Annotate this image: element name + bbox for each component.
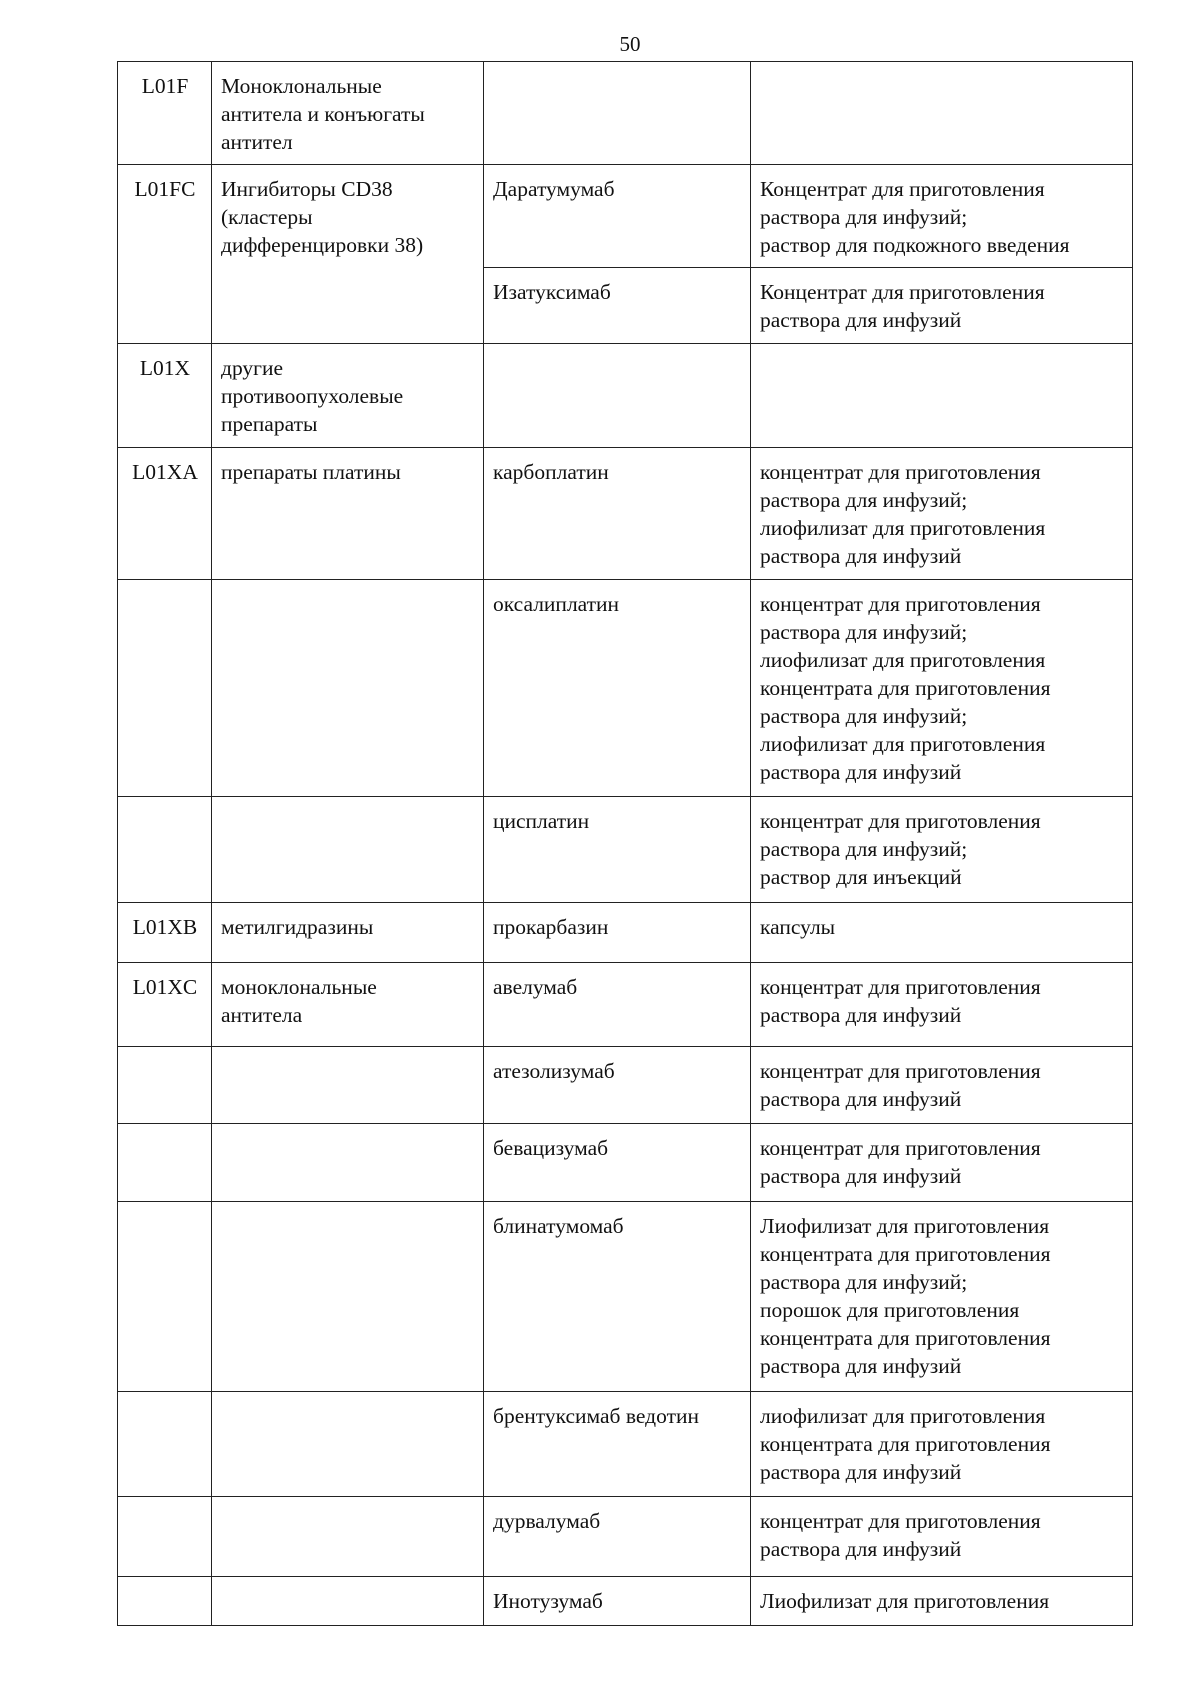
form-cell — [751, 344, 1133, 448]
group-cell: Ингибиторы CD38 (кластеры дифференцировки 38) — [212, 165, 484, 344]
drug-cell — [484, 344, 751, 448]
drug-cell: цисплатин — [484, 797, 751, 903]
group-cell: другие противоопухолевые препараты — [212, 344, 484, 448]
drug-cell: прокарбазин — [484, 903, 751, 963]
form-cell: Концентрат для приготовления раствора для инфузий — [751, 268, 1133, 344]
atc-code-cell: L01FC — [118, 165, 212, 344]
atc-code-cell — [118, 580, 212, 797]
table-row — [118, 165, 1133, 268]
atc-code-cell: L01XB — [118, 903, 212, 963]
atc-code-cell — [118, 1124, 212, 1202]
group-cell — [212, 1202, 484, 1392]
table-row — [118, 580, 1133, 797]
table-row — [118, 1124, 1133, 1202]
drug-cell: оксалиплатин — [484, 580, 751, 797]
group-cell: моноклональные антитела — [212, 963, 484, 1047]
group-cell — [212, 797, 484, 903]
form-cell: концентрат для приготовления раствора для инфузий — [751, 1497, 1133, 1577]
form-cell: Концентрат для приготовления раствора для инфузий; раствор для подкожного введения — [751, 165, 1133, 268]
table-row — [118, 344, 1133, 448]
atc-code-cell — [118, 797, 212, 903]
table-row — [118, 903, 1133, 963]
drug-cell: Изатуксимаб — [484, 268, 751, 344]
table-row — [118, 797, 1133, 903]
atc-code-cell — [118, 1202, 212, 1392]
atc-code-cell — [118, 1392, 212, 1497]
table-row — [118, 1392, 1133, 1497]
drug-cell: авелумаб — [484, 963, 751, 1047]
atc-code-cell: L01X — [118, 344, 212, 448]
atc-code-cell: L01F — [118, 62, 212, 165]
drug-cell — [484, 62, 751, 165]
form-cell: концентрат для приготовления раствора для инфузий; лиофилизат для приготовления концентрата для приготовления раствора для инфузий; лиофилизат для приготовления раствора для инфузий — [751, 580, 1133, 797]
atc-code-cell: L01XC — [118, 963, 212, 1047]
drug-cell: бевацизумаб — [484, 1124, 751, 1202]
group-cell — [212, 1497, 484, 1577]
form-cell — [751, 62, 1133, 165]
form-cell: концентрат для приготовления раствора для инфузий; раствор для инъекций — [751, 797, 1133, 903]
table-row — [118, 963, 1133, 1047]
drug-cell: брентуксимаб ведотин — [484, 1392, 751, 1497]
table-row — [118, 1497, 1133, 1577]
table-row — [118, 448, 1133, 580]
drug-cell: атезолизумаб — [484, 1047, 751, 1124]
group-cell — [212, 1047, 484, 1124]
form-cell: Лиофилизат для приготовления концентрата для приготовления раствора для инфузий; порошок для приготовления концентрата для приготовления раствора для инфузий — [751, 1202, 1133, 1392]
group-cell: метилгидразины — [212, 903, 484, 963]
drug-table — [117, 61, 1133, 1626]
table-row — [118, 1202, 1133, 1392]
atc-code-cell — [118, 1577, 212, 1626]
atc-code-cell — [118, 1047, 212, 1124]
form-cell: концентрат для приготовления раствора для инфузий; лиофилизат для приготовления раствора для инфузий — [751, 448, 1133, 580]
form-cell: Лиофилизат для приготовления — [751, 1577, 1133, 1626]
atc-code-cell — [118, 1497, 212, 1577]
group-cell — [212, 580, 484, 797]
drug-cell: карбоплатин — [484, 448, 751, 580]
group-cell: препараты платины — [212, 448, 484, 580]
drug-cell: дурвалумаб — [484, 1497, 751, 1577]
form-cell: концентрат для приготовления раствора для инфузий — [751, 1124, 1133, 1202]
group-cell — [212, 1392, 484, 1497]
form-cell: концентрат для приготовления раствора для инфузий — [751, 963, 1133, 1047]
atc-code-cell: L01XA — [118, 448, 212, 580]
group-cell — [212, 1577, 484, 1626]
drug-cell: Инотузумаб — [484, 1577, 751, 1626]
group-cell: Моноклональные антитела и конъюгаты антител — [212, 62, 484, 165]
drug-cell: блинатумомаб — [484, 1202, 751, 1392]
form-cell: капсулы — [751, 903, 1133, 963]
drug-cell: Даратумумаб — [484, 165, 751, 268]
table-row — [118, 1047, 1133, 1124]
form-cell: концентрат для приготовления раствора для инфузий — [751, 1047, 1133, 1124]
table-row — [118, 1577, 1133, 1626]
form-cell: лиофилизат для приготовления концентрата для приготовления раствора для инфузий — [751, 1392, 1133, 1497]
table-row — [118, 62, 1133, 165]
page-number: 50 — [619, 32, 641, 56]
group-cell — [212, 1124, 484, 1202]
